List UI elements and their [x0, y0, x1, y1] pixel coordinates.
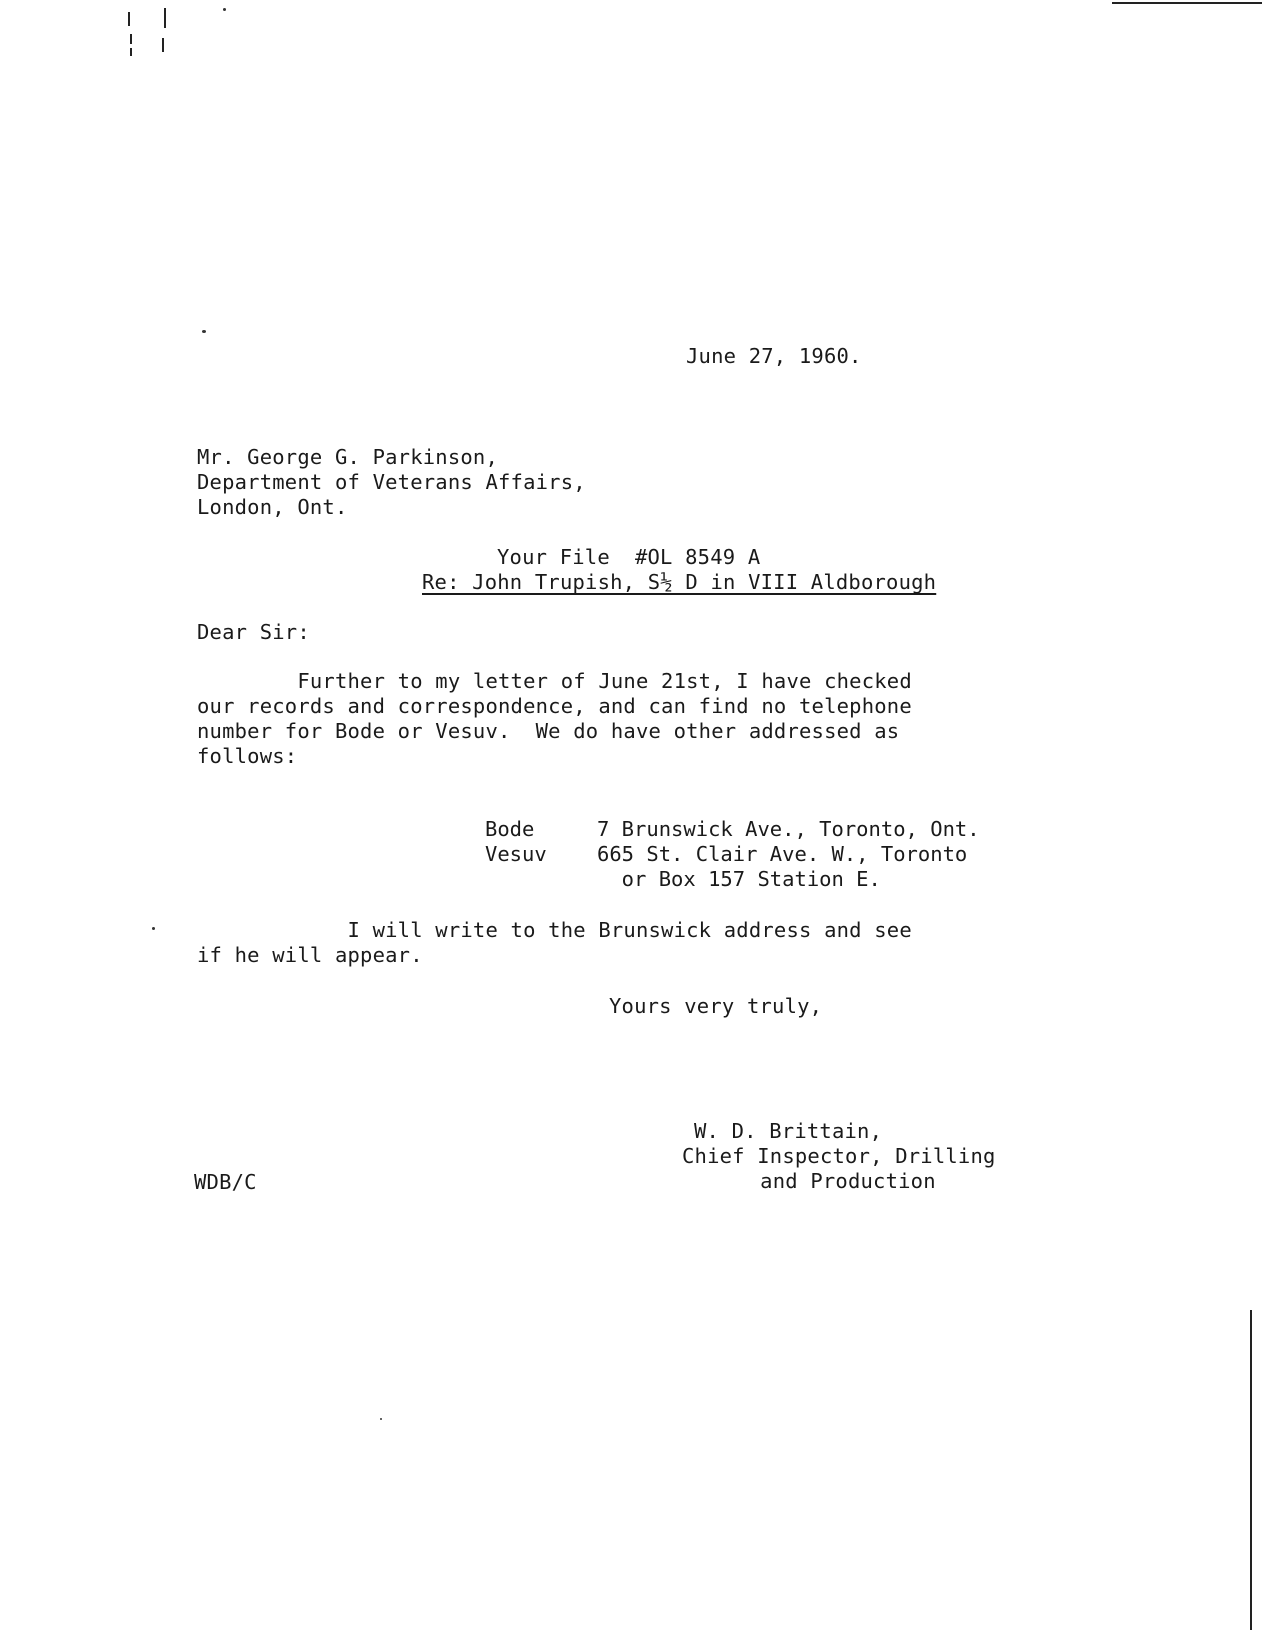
- scan-speck: [202, 330, 206, 333]
- scan-edge: [1250, 1310, 1252, 1630]
- recipient-name: Mr. George G. Parkinson,: [197, 445, 499, 469]
- subject-reference: Re: John Trupish, S½ D in VIII Aldborough: [422, 570, 937, 594]
- signature-title: and Production: [710, 1169, 936, 1193]
- scan-mark: [162, 38, 164, 52]
- closing: Yours very truly,: [609, 994, 823, 1018]
- letter-date-text: June 27, 1960.: [686, 344, 862, 368]
- scan-edge: [1112, 2, 1262, 4]
- address-name: Bode: [485, 817, 535, 841]
- paragraph-1-line: our records and correspondence, and can find no telephone: [197, 694, 912, 718]
- recipient-department: Department of Veterans Affairs,: [197, 470, 586, 494]
- paragraph-1-line: number for Bode or Vesuv. We do have other addressed as: [197, 719, 900, 743]
- paragraph-2-line: if he will appear.: [197, 943, 423, 967]
- address-value: 7 Brunswick Ave., Toronto, Ont.: [597, 817, 980, 841]
- paragraph-1-line: follows:: [197, 744, 298, 768]
- address-value: or Box 157 Station E.: [597, 867, 881, 891]
- signature-title: Chief Inspector, Drilling: [682, 1144, 996, 1168]
- scan-speck: [152, 927, 155, 930]
- scan-mark: [130, 34, 132, 44]
- paragraph-1-line: Further to my letter of June 21st, I have checked: [197, 669, 912, 693]
- scan-speck: [223, 8, 226, 11]
- scan-mark: [130, 48, 132, 56]
- scan-speck: [380, 1418, 382, 1420]
- scan-mark: [164, 8, 166, 28]
- address-name: Vesuv: [485, 842, 547, 866]
- salutation: Dear Sir:: [197, 620, 310, 644]
- paragraph-2-line: I will write to the Brunswick address and see: [197, 918, 912, 942]
- signature-name: W. D. Brittain,: [694, 1119, 883, 1143]
- address-value: 665 St. Clair Ave. W., Toronto: [597, 842, 968, 866]
- recipient-city: London, Ont.: [197, 495, 348, 519]
- typist-initials: WDB/C: [194, 1170, 257, 1194]
- file-reference: Your File #OL 8549 A: [497, 545, 761, 569]
- scan-mark: [128, 12, 130, 26]
